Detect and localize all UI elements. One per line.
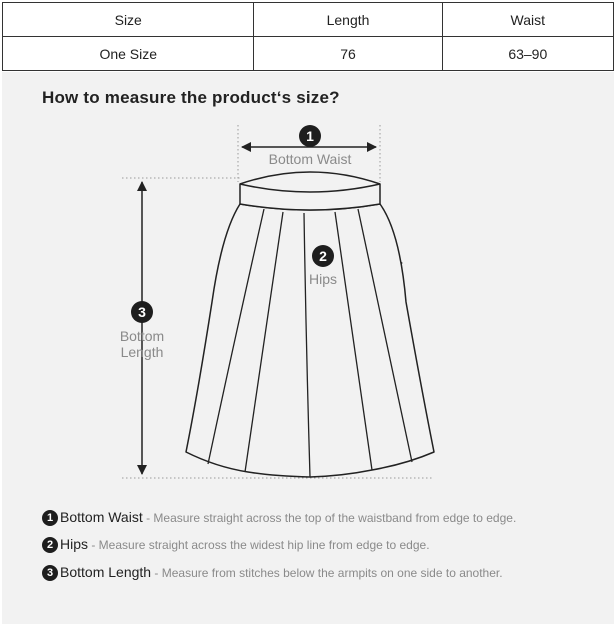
legend-term: Bottom Waist	[60, 509, 143, 525]
legend-item-bottom-length	[42, 564, 602, 581]
cell-size: One Size	[3, 37, 254, 71]
legend-item-bottom-waist	[42, 509, 602, 526]
cell-waist: 63–90	[442, 37, 613, 71]
size-table	[2, 2, 614, 71]
legend-number-badge: 2	[42, 537, 58, 553]
table-row	[3, 37, 614, 71]
hips-marker-label: Hips	[308, 271, 337, 287]
table-header-row	[3, 3, 614, 37]
length-marker-badge: 3	[131, 301, 153, 323]
legend-number-badge: 3	[42, 565, 58, 581]
waist-marker-label: Bottom Waist	[268, 151, 352, 167]
legend-item-hips	[42, 536, 602, 553]
measure-guide-panel	[2, 72, 614, 624]
length-marker-label	[106, 328, 178, 360]
legend-description: - Measure from stitches below the armpits on one side to another.	[151, 566, 503, 580]
header-length: Length	[254, 3, 442, 37]
skirt-outline	[186, 172, 434, 477]
guide-heading: How to measure the product‘s size?	[42, 88, 340, 107]
cell-length: 76	[254, 37, 442, 71]
length-label-line1: Bottom	[119, 328, 165, 344]
legend-term: Bottom Length	[60, 564, 152, 580]
header-size: Size	[3, 3, 254, 37]
legend-description: - Measure straight across the top of the waistband from edge to edge.	[142, 511, 517, 525]
legend-description: - Measure straight across the widest hip line from edge to edge.	[88, 538, 430, 552]
hips-marker-badge: 2	[312, 245, 334, 267]
waist-marker-badge: 1	[299, 125, 321, 147]
legend-term: Hips	[60, 536, 89, 552]
legend-number-badge: 1	[42, 510, 58, 526]
header-waist: Waist	[442, 3, 613, 37]
length-label-line2: Length	[120, 344, 164, 360]
